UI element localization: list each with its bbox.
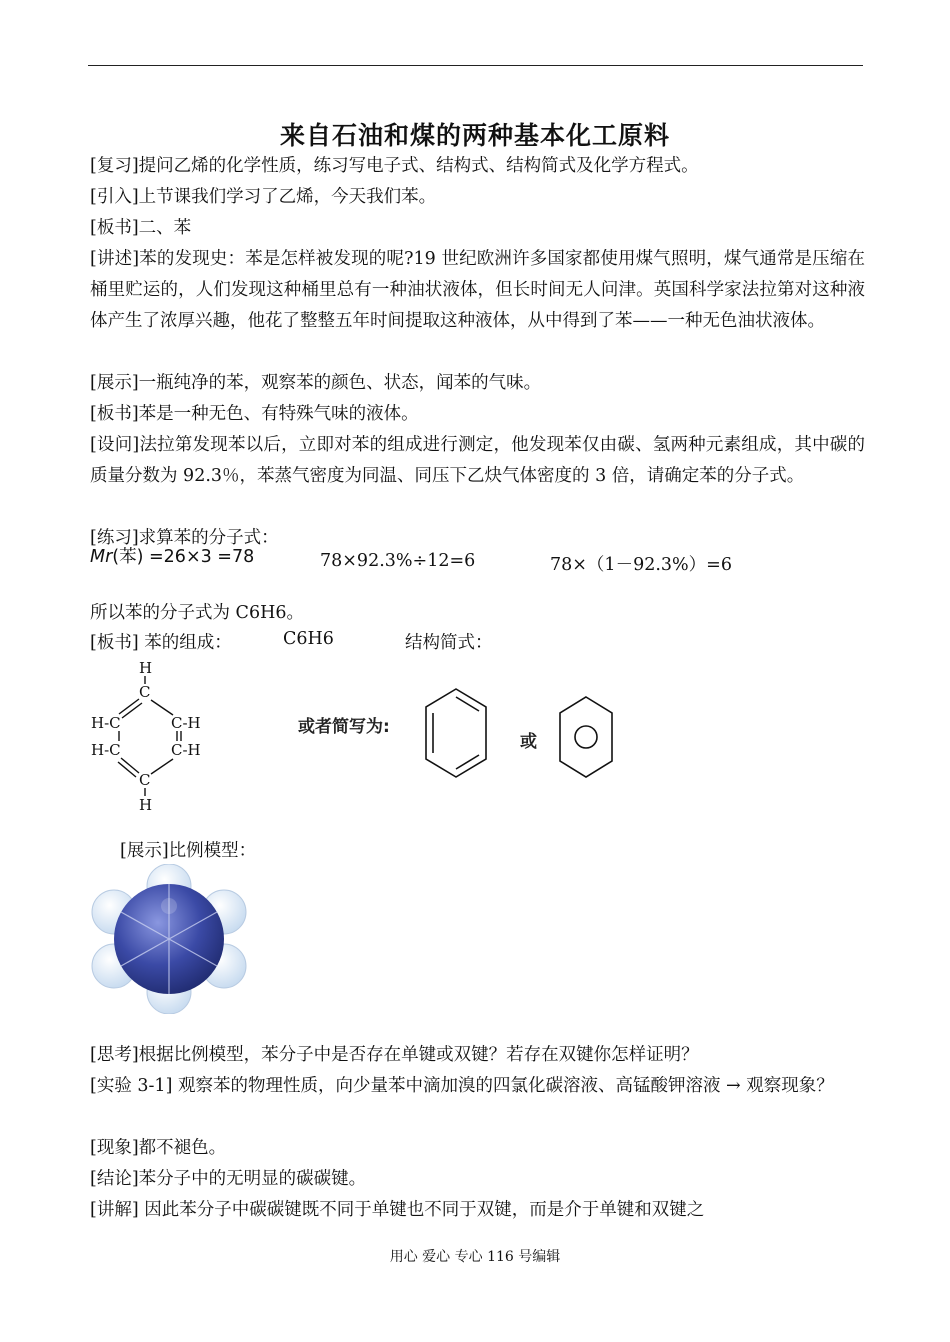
- or-label: 或: [520, 732, 537, 752]
- paragraph-conclusion: [结论]苯分子中的无明显的碳碳键。: [90, 1169, 367, 1189]
- atom-c-top: C: [139, 683, 151, 701]
- paragraph-intro: [引入]上节课我们学习了乙烯，今天我们苯。: [90, 187, 437, 207]
- bond-bottom-left-1: [121, 758, 139, 773]
- kekule-structure-svg: [85, 655, 225, 815]
- hexagon-outline: [560, 697, 612, 777]
- paragraph-history: [讲述]苯的发现史：苯是怎样被发现的呢?19 世纪欧洲许多国家都使用煤气照明，煤气通常是压缩在桶里贮运的，人们发现这种桶里总有一种油状液体，但长时间无人问津。英国科学家法拉第对这种液体产生了浓厚兴趣，他花了整整五年时间提取这种液体，从中得到了苯——一种无色油状液体。: [90, 249, 865, 331]
- atom-h-top: H: [139, 659, 153, 677]
- page-title: 来自石油和煤的两种基本化工原料: [279, 121, 670, 150]
- atom-hc-upper-left: H-C: [91, 714, 121, 732]
- calc-hydrogen: 78×（1－92.3%）=6: [550, 555, 732, 575]
- board-composition-formula: C6H6: [283, 629, 334, 649]
- calc-carbon: 78×92.3%÷12=6: [320, 551, 476, 571]
- paragraph-model: [展示]比例模型：: [120, 841, 257, 861]
- inner-bond-2: [456, 755, 479, 769]
- benzene-kekule-svg: [420, 683, 492, 783]
- atom-hc-lower-left: H-C: [91, 741, 121, 759]
- carbon-spheres: [114, 884, 224, 994]
- paragraph-review: [复习]提问乙烯的化学性质，练习写电子式、结构式、结构简式及化学方程式。: [90, 156, 699, 176]
- atom-h-bottom: H: [139, 796, 153, 814]
- highlight: [161, 898, 177, 914]
- bond-bottom-right: [151, 759, 173, 774]
- bond-bottom-left-2: [118, 762, 136, 777]
- calc-mr-value: (苯) =26×3 =78: [112, 547, 255, 567]
- paragraph-think: [思考]根据比例模型，苯分子中是否存在单键或双键？若存在双键你怎样证明？: [90, 1045, 699, 1065]
- hexagon: [426, 689, 486, 777]
- atom-ch-upper-right: C-H: [171, 714, 201, 732]
- page-footer: 用心 爱心 专心 116 号编辑: [389, 1249, 561, 1265]
- inner-bond-1: [456, 697, 479, 711]
- benzene-circle-svg: [556, 693, 616, 781]
- abbrev-label: 或者简写为:: [298, 717, 390, 737]
- paragraph-board-property: [板书]苯是一种无色、有特殊气味的液体。: [90, 404, 419, 424]
- bond-top-left-1: [119, 699, 139, 714]
- aromatic-circle: [575, 726, 597, 748]
- board-structure-label: 结构简式：: [405, 633, 493, 653]
- paragraph-conclusion-formula: 所以苯的分子式为 C6H6。: [90, 603, 304, 623]
- paragraph-exercise: [练习]求算苯的分子式：: [90, 528, 279, 548]
- bond-top-left-2: [122, 703, 142, 718]
- paragraph-board-2: [板书]二、苯: [90, 218, 192, 238]
- paragraph-experiment: [实验 3-1] 观察苯的物理性质，向少量苯中滴加溴的四氯化碳溶液、高锰酸钾溶液 → 观察现象？: [90, 1076, 834, 1096]
- space-filling-model: [88, 864, 250, 1014]
- bond-top-right: [151, 700, 173, 715]
- paragraph-explain: [讲解] 因此苯分子中碳碳键既不同于单键也不同于双键，而是介于单键和双键之: [90, 1200, 705, 1220]
- paragraph-show: [展示]一瓶纯净的苯，观察苯的颜色、状态，闻苯的气味。: [90, 373, 542, 393]
- calc-mr-symbol: Mr: [90, 547, 113, 567]
- benzene-kekule-icon: [420, 683, 492, 783]
- atom-ch-lower-right: C-H: [171, 741, 201, 759]
- atom-c-bottom: C: [139, 771, 151, 789]
- paragraph-question: [设问]法拉第发现苯以后，立即对苯的组成进行测定，他发现苯仅由碳、氢两种元素组成，其中碳的质量分数为 92.3％，苯蒸气密度为同温、同压下乙炔气体密度的 3 倍，请确定苯的分子式。: [90, 435, 865, 486]
- paragraph-phenomenon: [现象]都不褪色。: [90, 1138, 227, 1158]
- header-rule: [88, 65, 863, 66]
- board-composition-label: [板书] 苯的组成：: [90, 633, 232, 653]
- space-filling-model-svg: [88, 864, 250, 1014]
- benzene-circle-icon: [556, 693, 616, 781]
- kekule-structure: [85, 655, 225, 815]
- calc-mr: [90, 543, 254, 568]
